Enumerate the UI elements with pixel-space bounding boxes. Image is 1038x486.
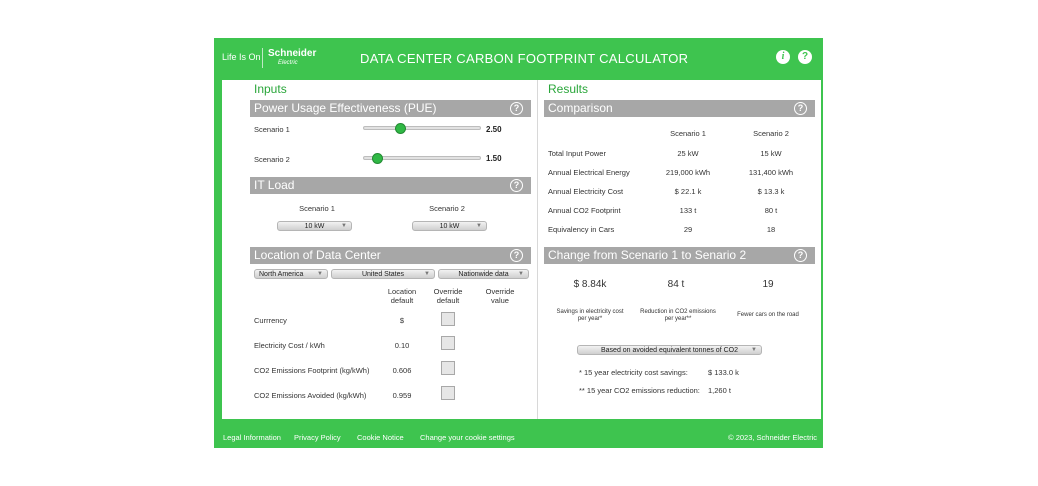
comparison-col-scenario1: Scenario 1	[670, 129, 706, 138]
fifteen-year-co2-value: 1,260 t	[708, 386, 731, 395]
it-load-scenario2-dropdown[interactable]	[412, 221, 487, 231]
info-icon[interactable]: i	[776, 50, 790, 64]
fifteen-year-cost-label: * 15 year electricity cost savings:	[579, 368, 688, 377]
brand-separator	[262, 48, 263, 68]
col-override-default-1: Override	[433, 287, 463, 296]
fewer-cars-label: Fewer cars on the road	[737, 312, 799, 318]
footer-legal-link[interactable]: Legal Information	[223, 433, 281, 442]
results-heading: Results	[548, 82, 589, 96]
country-value: United States	[361, 271, 405, 278]
pue-scenario1-slider-thumb[interactable]	[395, 123, 406, 134]
help-icon[interactable]: ?	[798, 50, 812, 64]
it-load-section-header	[250, 177, 531, 194]
comparison-row-s2: 15 kW	[760, 149, 782, 158]
calculator-app	[214, 38, 823, 448]
row-electricity-cost-default: 0.10	[394, 341, 410, 350]
col-location-default-2: default	[390, 296, 414, 305]
pue-scenario1-label: Scenario 1	[254, 125, 290, 134]
comparison-row-s2: 18	[766, 225, 776, 234]
pue-scenario2-label: Scenario 2	[254, 155, 290, 164]
change-title: Change from Scenario 1 to Senario 2	[548, 248, 747, 262]
comparison-col-scenario2: Scenario 2	[753, 129, 789, 138]
region-dropdown[interactable]	[254, 269, 328, 279]
comparison-row-label: Annual CO2 Footprint	[548, 206, 621, 215]
col-location-default-1: Location	[387, 287, 417, 296]
comparison-row-s1: 25 kW	[677, 149, 699, 158]
col-override-value-2: value	[491, 296, 509, 305]
savings-label-line2: per year*	[577, 316, 603, 322]
comparison-row-s2: 80 t	[764, 206, 778, 215]
it-load-scenario1-value: 10 kW	[304, 223, 325, 230]
region-value: North America	[259, 271, 304, 278]
comparison-row-label: Annual Electricity Cost	[548, 187, 624, 196]
comparison-section-header	[544, 100, 815, 117]
comparison-title: Comparison	[548, 101, 613, 115]
basis-value: Based on avoided equivalent tonnes of CO2	[601, 347, 738, 354]
column-divider	[537, 80, 538, 419]
country-dropdown[interactable]	[331, 269, 435, 279]
chevron-down-icon: ▼	[317, 271, 323, 277]
pue-scenario2-value: 1.50	[486, 154, 502, 163]
it-load-scenario2-value: 10 kW	[439, 223, 460, 230]
pue-title: Power Usage Effectiveness (PUE)	[254, 101, 437, 115]
comparison-row-s1: $ 22.1 k	[674, 187, 702, 196]
chevron-down-icon: ▼	[341, 223, 347, 229]
pue-section-header	[250, 100, 531, 117]
location-section-header	[250, 247, 531, 264]
life-is-on-tagline: Life Is On	[222, 52, 261, 62]
change-help-icon[interactable]: ?	[794, 249, 807, 262]
savings-value: $ 8.84k	[573, 279, 607, 290]
chevron-down-icon: ▼	[424, 271, 430, 277]
row-co2-avoided-default: 0.959	[392, 391, 412, 400]
savings-label-line1: Savings in electricity cost	[556, 309, 624, 315]
row-co2-avoided-label: CO2 Emissions Avoided (kg/kWh)	[254, 391, 367, 400]
change-section-header	[544, 247, 815, 264]
override-co2-avoided-checkbox[interactable]	[441, 386, 455, 400]
fifteen-year-co2-label: ** 15 year CO2 emissions reduction:	[579, 386, 700, 395]
location-title: Location of Data Center	[254, 248, 381, 262]
chevron-down-icon: ▼	[518, 271, 524, 277]
comparison-row-s1: 133 t	[679, 206, 697, 215]
it-load-scenario2-label: Scenario 2	[429, 204, 465, 213]
co2-reduction-value: 84 t	[667, 279, 685, 290]
main-panel	[222, 80, 821, 419]
pue-scenario1-value: 2.50	[486, 125, 502, 134]
it-load-scenario1-label: Scenario 1	[299, 204, 335, 213]
top-bar	[214, 38, 823, 80]
footer-copyright: © 2023, Schneider Electric	[728, 433, 817, 442]
override-co2-footprint-checkbox[interactable]	[441, 361, 455, 375]
comparison-row-label: Annual Electrical Energy	[548, 168, 630, 177]
comparison-row-label: Total Input Power	[548, 149, 606, 158]
comparison-row-s1: 219,000 kWh	[665, 168, 711, 177]
row-co2-footprint-label: CO2 Emissions Footprint (kg/kWh)	[254, 366, 370, 375]
schneider-logo-sub: Electric	[278, 60, 298, 66]
inputs-heading: Inputs	[254, 82, 287, 96]
data-scope-dropdown[interactable]	[438, 269, 529, 279]
schneider-logo: Schneider	[268, 48, 317, 59]
row-electricity-cost-label: Electricity Cost / kWh	[254, 341, 325, 350]
pue-scenario1-slider-track[interactable]	[363, 126, 481, 130]
override-currency-checkbox[interactable]	[441, 312, 455, 326]
fewer-cars-value: 19	[762, 279, 774, 290]
footer-privacy-link[interactable]: Privacy Policy	[294, 433, 341, 442]
col-override-default-2: default	[436, 296, 460, 305]
pue-help-icon[interactable]: ?	[510, 102, 523, 115]
data-scope-value: Nationwide data	[458, 271, 509, 278]
chevron-down-icon: ▼	[476, 223, 482, 229]
comparison-row-label: Equivalency in Cars	[548, 225, 615, 234]
pue-scenario2-slider-thumb[interactable]	[372, 153, 383, 164]
row-currency-label: Currrency	[254, 316, 287, 325]
page-title: DATA CENTER CARBON FOOTPRINT CALCULATOR	[360, 51, 689, 66]
it-load-title: IT Load	[254, 178, 295, 192]
override-electricity-cost-checkbox[interactable]	[441, 336, 455, 350]
basis-dropdown[interactable]	[577, 345, 762, 355]
co2-label-line2: per year**	[664, 316, 692, 322]
footer-cookie-link[interactable]: Cookie Notice	[357, 433, 404, 442]
it-load-help-icon[interactable]: ?	[510, 179, 523, 192]
col-override-value-1: Override	[485, 287, 515, 296]
comparison-row-s1: 29	[683, 225, 693, 234]
comparison-help-icon[interactable]: ?	[794, 102, 807, 115]
it-load-scenario1-dropdown[interactable]	[277, 221, 352, 231]
comparison-row-s2: 131,400 kWh	[748, 168, 794, 177]
co2-label-line1: Reduction in CO2 emissions	[640, 309, 716, 315]
comparison-row-s2: $ 13.3 k	[757, 187, 785, 196]
row-co2-footprint-default: 0.606	[392, 366, 412, 375]
fifteen-year-cost-value: $ 133.0 k	[708, 368, 739, 377]
location-help-icon[interactable]: ?	[510, 249, 523, 262]
chevron-down-icon: ▼	[751, 347, 757, 353]
row-currency-default: $	[399, 316, 405, 325]
footer-cookie-settings-link[interactable]: Change your cookie settings	[420, 433, 515, 442]
